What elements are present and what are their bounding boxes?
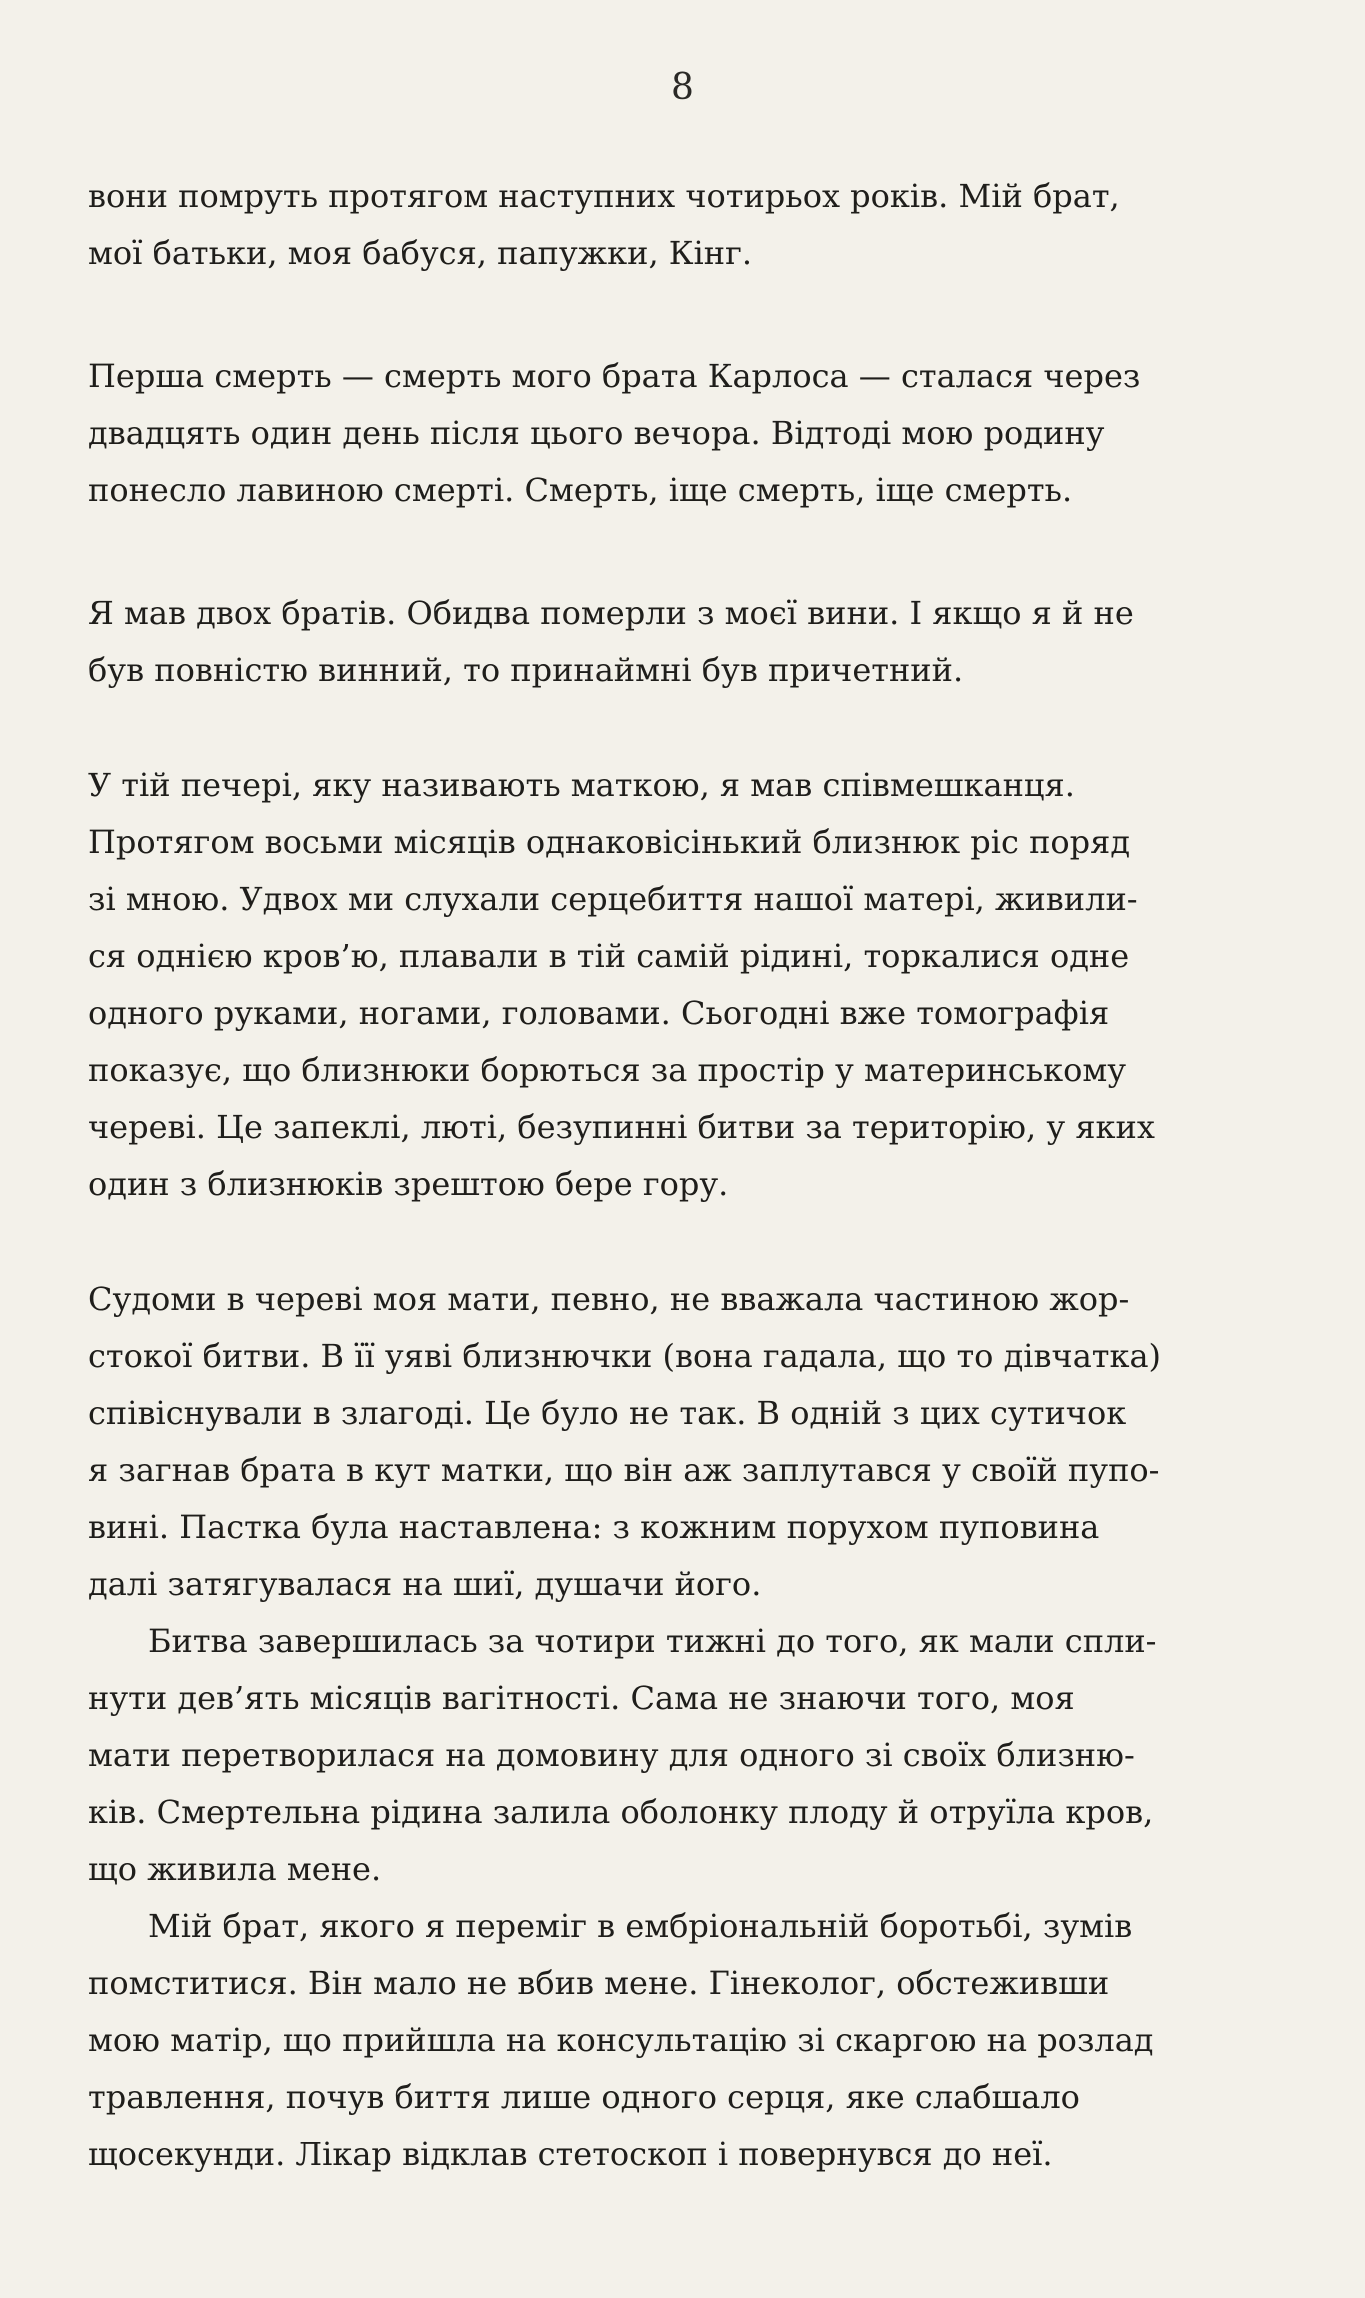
text-line: мою матір, що прийшла на консультацію зі скаргою на розлад: [88, 2021, 1154, 2059]
text-line: я загнав брата в кут матки, що він аж заплутався у своїй пупо-: [88, 1451, 1160, 1489]
text-line: далі затягувалася на шиї, душачи його.: [88, 1565, 762, 1603]
text-line: вони помруть протягом наступних чотирьох років. Мій брат,: [88, 177, 1120, 215]
text-line: нути дев’ять місяців вагітності. Сама не знаючи того, моя: [88, 1679, 1075, 1717]
text-line: що живила мене.: [88, 1850, 382, 1888]
text-line: один з близнюків зрештою бере гору.: [88, 1165, 729, 1203]
text-line: помститися. Він мало не вбив мене. Гінеколог, обстеживши: [88, 1964, 1110, 2002]
text-line: Протягом восьми місяців однаковісінький близнюк ріс поряд: [88, 823, 1131, 861]
text-line: Битва завершилась за чотири тижні до того, як мали спли-: [148, 1622, 1157, 1660]
text-line: ся однією кров’ю, плавали в тій самій рідині, торкалися одне: [88, 937, 1130, 975]
text-line: У тій печері, яку називають маткою, я мав співмешканця.: [88, 766, 1075, 804]
paragraph: [88, 757, 1293, 1213]
paragraph: [88, 1898, 1293, 2183]
text-line: Мій брат, якого я переміг в ембріональній боротьбі, зумів: [148, 1907, 1133, 1945]
text-line: вині. Пастка була наставлена: з кожним порухом пуповина: [88, 1508, 1100, 1546]
paragraph: [88, 168, 1293, 282]
text-line: Судоми в череві моя мати, певно, не вважала частиною жор-: [88, 1280, 1130, 1318]
text-line: двадцять один день після цього вечора. Відтоді мою родину: [88, 414, 1105, 452]
text-line: зі мною. Удвох ми слухали серцебиття нашої матері, живили-: [88, 880, 1138, 918]
paragraph: [88, 585, 1293, 699]
text-line: одного руками, ногами, головами. Сьогодні вже томографія: [88, 994, 1110, 1032]
text-line: щосекунди. Лікар відклав стетоскоп і повернувся до неї.: [88, 2135, 1053, 2173]
text-line: Я мав двох братів. Обидва померли з моєї вини. І якщо я й не: [88, 594, 1134, 632]
text-line: був повністю винний, то принаймні був причетний.: [88, 651, 964, 689]
paragraph: [88, 1271, 1293, 1613]
paragraph: [88, 348, 1293, 519]
text-line: показує, що близнюки борються за простір у материнському: [88, 1051, 1127, 1089]
text-line: понесло лавиною смерті. Смерть, іще смерть, іще смерть.: [88, 471, 1073, 509]
text-line: Перша смерть — смерть мого брата Карлоса — сталася через: [88, 357, 1141, 395]
text-line: стокої битви. В її уяві близнючки (вона гадала, що то дівчатка): [88, 1337, 1162, 1375]
paragraph: [88, 1613, 1293, 1898]
body-text: [88, 168, 1293, 2183]
text-line: мої батьки, моя бабуся, папужки, Кінг.: [88, 234, 753, 272]
text-line: мати перетворилася на домовину для одного зі своїх близню-: [88, 1736, 1135, 1774]
text-line: ків. Смертельна рідина залила оболонку плоду й отруїла кров,: [88, 1793, 1154, 1831]
text-line: травлення, почув биття лише одного серця, яке слабшало: [88, 2078, 1080, 2116]
text-line: співіснували в злагоді. Це було не так. В одній з цих сутичок: [88, 1394, 1127, 1432]
page-number: 8: [671, 67, 694, 108]
text-line: череві. Це запеклі, люті, безупинні битви за територію, у яких: [88, 1108, 1155, 1146]
